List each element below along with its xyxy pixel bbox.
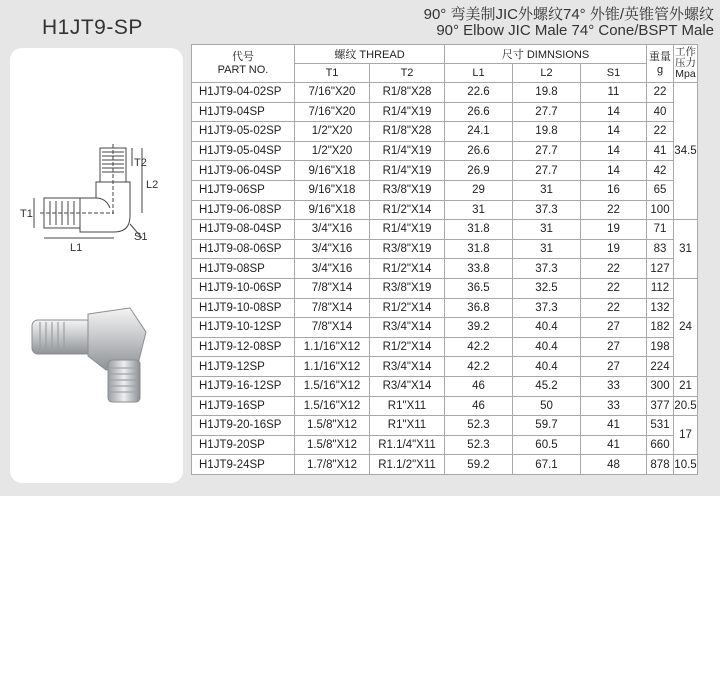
cell-weight: 660 [647,435,674,455]
cell-t1: 7/16"X20 [295,102,370,122]
cell-l1: 24.1 [445,122,513,142]
cell-l2: 27.7 [513,141,581,161]
cell-l2: 27.7 [513,161,581,181]
cell-l2: 32.5 [513,278,581,298]
cell-pressure: 20.5 [674,396,698,416]
cell-t1: 1.1/16"X12 [295,357,370,377]
header-weight-unit: g [656,63,664,76]
product-description [424,7,714,39]
table-row [192,83,698,103]
cell-t2: R3/8"X19 [370,239,445,259]
cell-weight: 377 [647,396,674,416]
cell-part-no: H1JT9-16SP [192,396,295,416]
cell-t1: 1.5/8"X12 [295,416,370,436]
header-pressure-cn2: 压力 [675,57,696,69]
cell-s1: 33 [581,376,647,396]
cell-t1: 7/8"X14 [295,278,370,298]
cell-t2: R1/4"X19 [370,161,445,181]
cell-l2: 19.8 [513,122,581,142]
cell-weight: 22 [647,83,674,103]
header-pressure-cn1: 工作 [675,46,696,58]
cell-t2: R1/4"X19 [370,141,445,161]
cell-t1: 1.5/16"X12 [295,376,370,396]
cell-part-no: H1JT9-06-04SP [192,161,295,181]
spec-table-body [192,83,698,475]
cell-part-no: H1JT9-20-16SP [192,416,295,436]
cell-s1: 14 [581,102,647,122]
header-thread: 螺纹 THREAD [295,45,445,64]
cell-l1: 46 [445,376,513,396]
cell-s1: 33 [581,396,647,416]
cell-s1: 16 [581,180,647,200]
cell-t2: R1/2"X14 [370,259,445,279]
diagram-label-l1: L1 [70,242,83,254]
description-english: 90° Elbow JIC Male 74° Cone/BSPT Male [436,22,714,39]
cell-l1: 26.6 [445,141,513,161]
cell-l1: 59.2 [445,455,513,475]
cell-t2: R1"X11 [370,416,445,436]
cell-l2: 40.4 [513,337,581,357]
cell-t2: R1.1/2"X11 [370,455,445,475]
cell-t2: R1/2"X14 [370,337,445,357]
cell-weight: 112 [647,278,674,298]
header-weight-cn: 重量 [649,50,671,63]
diagram-label-t1: T1 [20,208,33,220]
dimension-diagram [10,48,183,263]
table-row [192,161,698,181]
cell-s1: 27 [581,357,647,377]
cell-part-no: H1JT9-05-02SP [192,122,295,142]
cell-part-no: H1JT9-06-08SP [192,200,295,220]
cell-s1: 22 [581,259,647,279]
cell-t2: R3/8"X19 [370,180,445,200]
cell-part-no: H1JT9-06SP [192,180,295,200]
cell-part-no: H1JT9-16-12SP [192,376,295,396]
cell-weight: 83 [647,239,674,259]
cell-weight: 127 [647,259,674,279]
cell-t2: R1"X11 [370,396,445,416]
cell-l1: 39.2 [445,318,513,338]
spec-table [191,44,698,475]
cell-l2: 59.7 [513,416,581,436]
cell-weight: 40 [647,102,674,122]
cell-part-no: H1JT9-20SP [192,435,295,455]
table-row [192,259,698,279]
cell-t2: R1/4"X19 [370,102,445,122]
cell-t2: R1/8"X28 [370,83,445,103]
cell-t2: R1.1/4"X11 [370,435,445,455]
table-row [192,141,698,161]
table-row [192,337,698,357]
cell-weight: 132 [647,298,674,318]
cell-pressure: 24 [674,278,698,376]
header-part-en: PART NO. [217,63,269,76]
cell-l2: 60.5 [513,435,581,455]
cell-weight: 42 [647,161,674,181]
cell-t1: 7/16"X20 [295,83,370,103]
cell-t2: R3/4"X14 [370,376,445,396]
cell-t2: R1/8"X28 [370,122,445,142]
cell-l2: 31 [513,220,581,240]
cell-l2: 19.8 [513,83,581,103]
cell-s1: 41 [581,416,647,436]
cell-weight: 198 [647,337,674,357]
cell-s1: 19 [581,239,647,259]
cell-s1: 14 [581,161,647,181]
cell-s1: 11 [581,83,647,103]
cell-l1: 52.3 [445,435,513,455]
cell-l2: 31 [513,239,581,259]
product-image-card [10,48,183,483]
cell-l2: 37.3 [513,259,581,279]
cell-t1: 7/8"X14 [295,318,370,338]
header-t1: T1 [295,64,370,83]
cell-s1: 27 [581,318,647,338]
cell-l2: 50 [513,396,581,416]
cell-t1: 1.5/16"X12 [295,396,370,416]
cell-l1: 22.6 [445,83,513,103]
cell-pressure: 21 [674,376,698,396]
header-t2: T2 [370,64,445,83]
table-row [192,396,698,416]
product-photo [10,268,183,418]
table-row [192,278,698,298]
cell-part-no: H1JT9-10-08SP [192,298,295,318]
table-row [192,220,698,240]
header-pressure [674,45,698,83]
cell-t1: 7/8"X14 [295,298,370,318]
cell-l2: 27.7 [513,102,581,122]
cell-t1: 1.5/8"X12 [295,435,370,455]
cell-part-no: H1JT9-10-12SP [192,318,295,338]
cell-part-no: H1JT9-24SP [192,455,295,475]
header-part-cn: 代号 [232,50,254,63]
cell-l1: 26.6 [445,102,513,122]
diagram-label-l2: L2 [146,179,159,191]
cell-weight: 71 [647,220,674,240]
cell-s1: 48 [581,455,647,475]
table-row [192,357,698,377]
cell-l1: 26.9 [445,161,513,181]
table-row [192,435,698,455]
cell-t1: 9/16"X18 [295,180,370,200]
cell-t2: R1/2"X14 [370,298,445,318]
cell-l1: 31.8 [445,220,513,240]
table-row [192,376,698,396]
cell-l1: 42.2 [445,337,513,357]
cell-l1: 42.2 [445,357,513,377]
cell-t1: 1/2"X20 [295,141,370,161]
table-row [192,318,698,338]
table-row [192,239,698,259]
cell-l1: 33.8 [445,259,513,279]
table-row [192,102,698,122]
cell-s1: 41 [581,435,647,455]
cell-weight: 300 [647,376,674,396]
header-l2: L2 [513,64,581,83]
cell-t2: R3/4"X14 [370,318,445,338]
model-title: H1JT9-SP [42,16,143,39]
cell-s1: 14 [581,122,647,142]
cell-t1: 9/16"X18 [295,161,370,181]
cell-s1: 27 [581,337,647,357]
cell-s1: 22 [581,298,647,318]
cell-l1: 31.8 [445,239,513,259]
cell-t2: R3/8"X19 [370,278,445,298]
cell-weight: 22 [647,122,674,142]
spec-table-wrapper [191,44,698,475]
header-part-no [192,45,295,83]
cell-t1: 1.7/8"X12 [295,455,370,475]
cell-s1: 22 [581,200,647,220]
cell-t1: 1/2"X20 [295,122,370,142]
cell-part-no: H1JT9-04-02SP [192,83,295,103]
cell-pressure: 31 [674,220,698,279]
cell-t1: 3/4"X16 [295,259,370,279]
cell-part-no: H1JT9-08SP [192,259,295,279]
cell-s1: 14 [581,141,647,161]
cell-l2: 40.4 [513,318,581,338]
cell-t1: 1.1/16"X12 [295,337,370,357]
cell-l2: 31 [513,180,581,200]
cell-s1: 19 [581,220,647,240]
cell-l2: 40.4 [513,357,581,377]
table-row [192,455,698,475]
cell-part-no: H1JT9-08-06SP [192,239,295,259]
header-l1: L1 [445,64,513,83]
header-s1: S1 [581,64,647,83]
cell-part-no: H1JT9-08-04SP [192,220,295,240]
cell-t2: R3/4"X14 [370,357,445,377]
cell-weight: 224 [647,357,674,377]
diagram-label-s1: S1 [134,231,148,243]
cell-pressure: 34.5 [674,83,698,220]
cell-t1: 9/16"X18 [295,200,370,220]
cell-pressure: 10.5 [674,455,698,475]
cell-l2: 37.3 [513,200,581,220]
header-dimensions: 尺寸 DIMNSIONS [445,45,647,64]
cell-l1: 36.8 [445,298,513,318]
table-row [192,180,698,200]
cell-l1: 31 [445,200,513,220]
cell-t2: R1/2"X14 [370,200,445,220]
description-chinese: 90° 弯美制JIC外螺纹74° 外锥/英锥管外螺纹 [423,6,714,23]
cell-weight: 878 [647,455,674,475]
table-row [192,416,698,436]
cell-part-no: H1JT9-12-08SP [192,337,295,357]
table-row [192,298,698,318]
table-row [192,200,698,220]
cell-part-no: H1JT9-04SP [192,102,295,122]
header-weight [647,45,674,83]
cell-l1: 52.3 [445,416,513,436]
cell-l2: 45.2 [513,376,581,396]
cell-weight: 182 [647,318,674,338]
cell-pressure: 17 [674,416,698,455]
cell-weight: 531 [647,416,674,436]
cell-l1: 36.5 [445,278,513,298]
cell-l1: 29 [445,180,513,200]
header-pressure-unit: Mpa [675,68,696,80]
cell-weight: 100 [647,200,674,220]
cell-s1: 22 [581,278,647,298]
cell-t2: R1/4"X19 [370,220,445,240]
cell-part-no: H1JT9-12SP [192,357,295,377]
cell-part-no: H1JT9-05-04SP [192,141,295,161]
cell-l2: 37.3 [513,298,581,318]
diagram-label-t2: T2 [134,157,147,169]
cell-part-no: H1JT9-10-06SP [192,278,295,298]
cell-t1: 3/4"X16 [295,220,370,240]
cell-weight: 41 [647,141,674,161]
cell-weight: 65 [647,180,674,200]
cell-t1: 3/4"X16 [295,239,370,259]
cell-l2: 67.1 [513,455,581,475]
table-row [192,122,698,142]
cell-l1: 46 [445,396,513,416]
